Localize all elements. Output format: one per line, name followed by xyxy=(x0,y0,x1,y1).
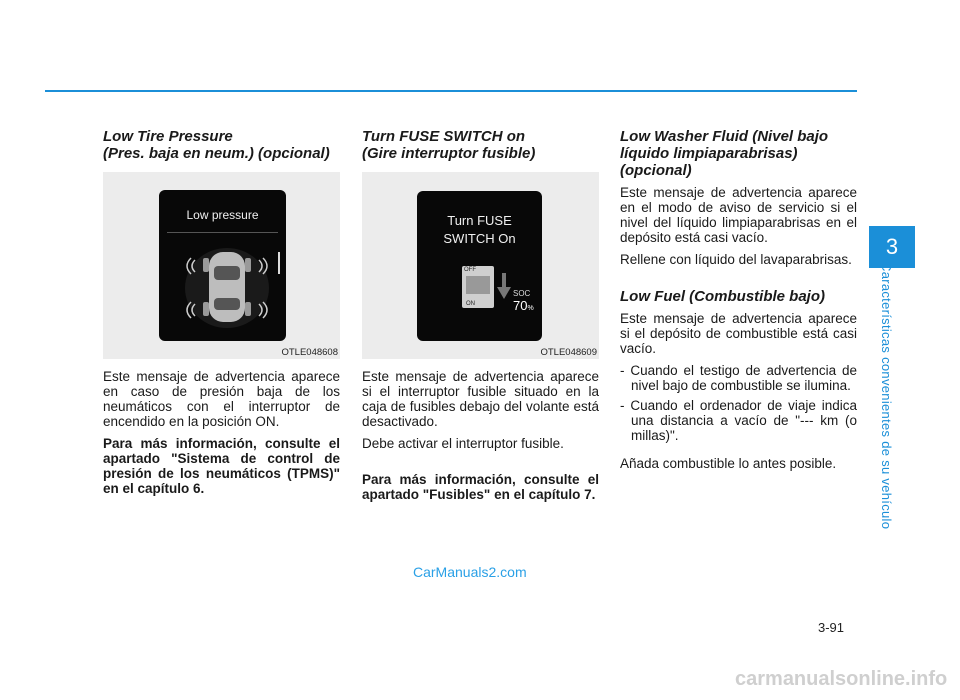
screen-text: Turn FUSE xyxy=(447,213,512,228)
paragraph: Añada combustible lo antes posible. xyxy=(620,456,837,471)
figure-code: OTLE048608 xyxy=(281,347,338,358)
paragraph-reference: Para más información, consulte el apartado "Fusibles" en el capítulo 7. xyxy=(362,472,599,502)
title-line: (Pres. baja en neum.) (opcional) xyxy=(103,145,330,162)
soc-unit: % xyxy=(527,305,534,312)
cluster-screen xyxy=(159,190,286,341)
title-line: Low Washer Fluid (Nivel bajo xyxy=(620,128,829,145)
spacer xyxy=(362,458,599,472)
switch-on-label: ON xyxy=(466,301,475,307)
soc-value xyxy=(513,298,534,313)
section-low-tire-pressure xyxy=(103,128,340,503)
arrow-down-icon xyxy=(497,273,511,299)
paragraph: Este mensaje de advertencia aparece en caso de presión baja de los neumáticos con el interruptor de encendido en la posición ON. xyxy=(103,369,340,429)
soc-label: SOC xyxy=(513,289,531,298)
header-rule xyxy=(45,90,857,92)
paragraph: Este mensaje de advertencia aparece si el interruptor fusible situado en la caja de fusibles debajo del volante está desactivado. xyxy=(362,369,599,429)
paragraph: Este mensaje de advertencia aparece si el depósito de combustible está casi vacío. xyxy=(620,311,857,356)
chapter-number: 3 xyxy=(885,234,899,259)
paragraph-reference: Para más información, consulte el apartado "Sistema de control de presión de los neumáticos (TPMS)" en el capítulo 6. xyxy=(103,436,340,496)
screen-text: SWITCH On xyxy=(443,231,516,246)
figure-low-pressure xyxy=(103,172,340,359)
watermark-link[interactable]: CarManuals2.com xyxy=(413,564,527,580)
section-low-washer-fluid xyxy=(620,128,857,478)
list-item: - Cuando el testigo de advertencia de nivel bajo de combustible se ilumina. xyxy=(620,363,857,393)
spacer xyxy=(620,274,857,288)
section-title-low-fuel: Low Fuel (Combustible bajo) xyxy=(620,288,825,305)
list-item: - Cuando el ordenador de viaje indica una distancia a vacío de "--- km (o millas)". xyxy=(620,398,857,443)
page-number: 3-91 xyxy=(818,620,845,635)
paragraph: Debe activar el interruptor fusible. xyxy=(362,436,564,451)
paragraph: Rellene con líquido del lavaparabrisas. xyxy=(620,252,852,267)
title-line: (opcional) xyxy=(620,162,692,179)
title-line: Turn FUSE SWITCH on xyxy=(362,128,526,145)
figure-fuse-switch xyxy=(362,172,599,359)
switch-off-label: OFF xyxy=(464,267,476,273)
section-turn-fuse-switch xyxy=(362,128,599,509)
chapter-title: Características convenientes de su vehículo xyxy=(879,262,894,530)
title-line: (Gire interruptor fusible) xyxy=(362,145,536,162)
title-line: Low Tire Pressure xyxy=(103,128,233,145)
screen-divider xyxy=(167,232,278,233)
gauge-mark xyxy=(278,252,280,274)
switch-lever xyxy=(466,276,490,294)
car-top-view-icon xyxy=(177,238,277,338)
cluster-screen xyxy=(417,191,542,341)
fuse-switch-icon xyxy=(462,266,494,308)
screen-text: Low pressure xyxy=(186,208,259,222)
condition-list xyxy=(620,363,857,443)
figure-code: OTLE048609 xyxy=(540,347,597,358)
footer-watermark: carmanualsonline.info xyxy=(735,668,948,690)
soc-number: 70 xyxy=(513,298,528,313)
section-title xyxy=(103,128,340,162)
title-line: líquido limpiaparabrisas) xyxy=(620,145,798,162)
paragraph: Este mensaje de advertencia aparece en el modo de aviso de servicio si el nivel del líquido limpiaparabrisas en el depósito está casi vacío. xyxy=(620,185,857,245)
section-title xyxy=(362,128,599,162)
section-title xyxy=(620,128,857,179)
